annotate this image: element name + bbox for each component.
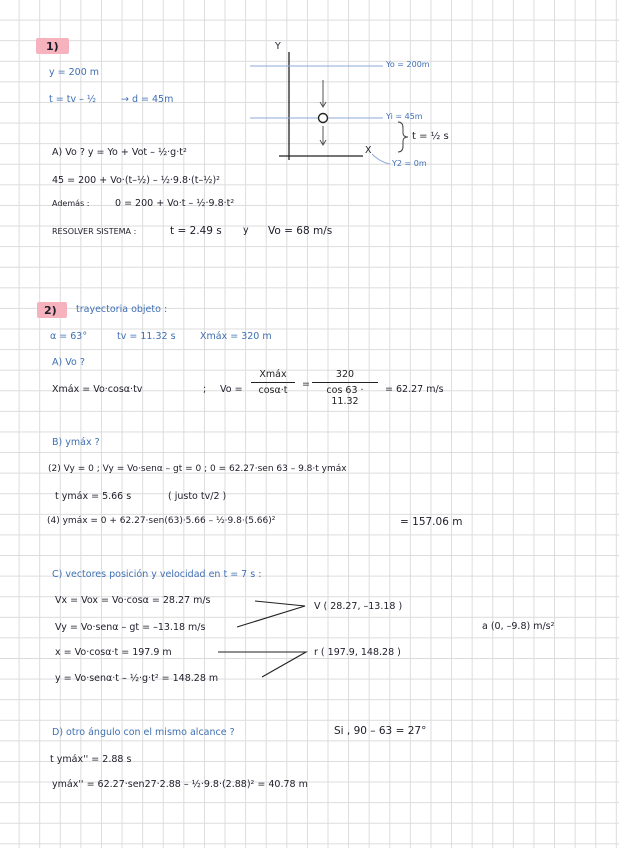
yf-label: Y2 = 0m [392, 159, 427, 168]
problem-2-label: 2) [44, 304, 57, 317]
given-t: t = tv – ½ [49, 94, 97, 105]
part-a-result: = 62.27 m/s [385, 384, 444, 395]
yi-label: Yi = 45m [386, 112, 423, 121]
problem-1-label: 1) [46, 40, 59, 53]
position-y: y = Vo·senα·t – ½·g·t² = 148.28 m [55, 673, 219, 684]
fraction-1-numerator: Xmáx [259, 369, 287, 380]
part-a-equation: Xmáx = Vo·cosα·tv [52, 384, 143, 395]
part-b-result: = 157.06 m [400, 516, 463, 528]
part-d-question: D) otro ángulo con el mismo alcance ? [52, 727, 235, 738]
fraction-1-denominator: cosα·t [251, 382, 295, 396]
part-b-equation-2: (4) ymáx = 0 + 62.27·sen(63)·5.66 – ½·9.8·(5.66)² [47, 516, 276, 526]
equation-2: 0 = 200 + Vo·t – ½·9.8·t² [115, 198, 235, 209]
part-b-equation-1: (2) Vy = 0 ; Vy = Vo·senα – gt = 0 ; 0 = 62.27·sen 63 – 9.8·t ymáx [48, 464, 347, 474]
problem-2-title: trayectoria objeto : [76, 304, 168, 315]
velocity-vector: V ( 28.27, –13.18 ) [314, 601, 403, 612]
position-bracket [218, 652, 306, 677]
yo-label: Yo = 200m [386, 60, 430, 69]
position-x: x = Vo·cosα·t = 197.9 m [55, 647, 172, 658]
result-t: t = 2.49 s [170, 225, 222, 237]
part-a-question: A) Vo ? [52, 357, 85, 368]
fraction-2-denominator: cos 63 · 11.32 [312, 382, 378, 407]
axis-y-label: Y [275, 41, 281, 52]
acceleration-vector: a (0, –9.8) m/s² [482, 621, 555, 632]
given-d: → d = 45m [121, 94, 174, 105]
ademas-label: Además : [52, 199, 90, 208]
part-d-answer: Si , 90 – 63 = 27° [334, 725, 427, 737]
part-a-semicolon: ; [203, 384, 207, 395]
given-alpha: α = 63° [50, 331, 88, 342]
part-d-equation: ymáx'' = 62.27·sen27·2.88 – ½·9.8·(2.88)² = 40.78 m [52, 779, 308, 790]
velocity-x: Vx = Vox = Vo·cosα = 28.27 m/s [55, 595, 211, 606]
part-a-vo: Vo = [220, 384, 243, 395]
velocity-bracket [237, 601, 305, 627]
resolver-label: RESOLVER SISTEMA : [52, 227, 137, 236]
result-y: y [243, 225, 249, 236]
position-vector: r ( 197.9, 148.28 ) [314, 647, 401, 658]
velocity-y: Vy = Vo·senα – gt = –13.18 m/s [55, 622, 206, 633]
given-y: y = 200 m [49, 67, 100, 78]
given-xmax: Xmáx = 320 m [200, 331, 272, 342]
time-label: t = ½ s [412, 131, 449, 142]
equation-1: 45 = 200 + Vo·(t–½) – ½·9.8·(t–½)² [52, 175, 220, 186]
given-tv: tv = 11.32 s [117, 331, 176, 342]
part-b-t-ymax: t ymáx = 5.66 s [55, 491, 132, 502]
part-b-question: B) ymáx ? [52, 437, 100, 448]
part-b-note: ( justo tv/2 ) [168, 491, 227, 502]
fraction-2-numerator: 320 [335, 369, 355, 380]
part-a-line: A) Vo ? y = Yo + Vot – ½·g·t² [52, 147, 187, 158]
axis-x-label: X [365, 145, 372, 156]
part-c-question: C) vectores posición y velocidad en t = 7 s : [52, 569, 262, 580]
part-d-t-ymax: t ymáx'' = 2.88 s [50, 754, 132, 765]
equals-sign: = [302, 379, 310, 390]
result-vo: Vo = 68 m/s [268, 225, 333, 237]
